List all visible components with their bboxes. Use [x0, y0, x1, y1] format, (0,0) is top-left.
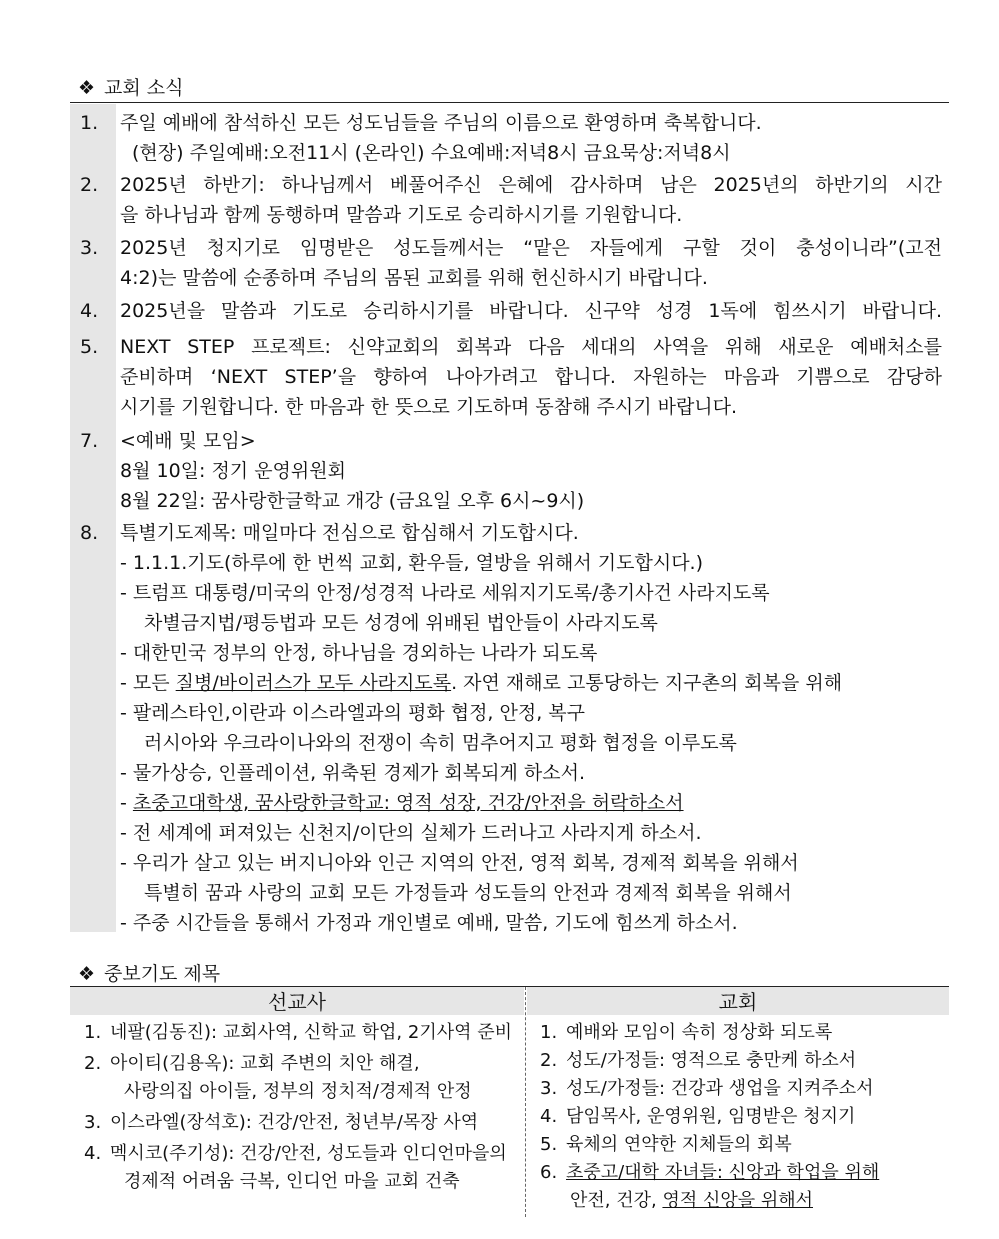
prayer-topic-cont: 러시아와 우크라이나와의 전쟁이 속히 멈추어지고 평화 협정을 이루도록	[144, 732, 737, 754]
church-prayer-number: 5.	[540, 1134, 558, 1155]
church-prayer-number: 3.	[540, 1078, 558, 1099]
diamond-bullet-icon: ❖	[78, 963, 96, 985]
intercession-table	[70, 987, 949, 1217]
news-item-number: 7.	[80, 430, 99, 452]
prayer-topic: - 주중 시간들을 통해서 가정과 개인별로 예배, 말씀, 기도에 힘쓰게 하소서.	[120, 912, 738, 934]
prayer-topic: - 대한민국 정부의 안정, 하나님을 경외하는 나라가 되도록	[120, 642, 598, 664]
church-prayer-item	[540, 1019, 945, 1047]
missionary-item-text: 이스라엘(장석호): 건강/안전, 청년부/목장 사역	[110, 1112, 479, 1133]
news-item-line: 준비하며 ‘NEXT STEP’을 향하여 나아가려고 합니다. 자원하는 마음과 기쁨으로 감당하	[120, 366, 942, 388]
news-item-line: 8월 22일: 꿈사랑한글학교 개강 (금요일 오후 6시~9시)	[120, 490, 585, 512]
church-prayer-item	[540, 1047, 945, 1075]
news-item-line: 주일 예배에 참석하신 모든 성도님들을 주님의 이름으로 환영하며 축복합니다.	[120, 112, 762, 134]
news-item-number: 8.	[80, 522, 99, 544]
church-prayer-underlined: 초중고/대학 자녀들: 신앙과 학업을 위해	[566, 1162, 880, 1183]
news-item-line: 2025년 하반기: 하나님께서 베풀어주신 은혜에 감사하며 남은 2025년의 하반기의 시간	[120, 174, 942, 196]
news-item-line: 시기를 기원합니다. 한 마음과 한 뜻으로 기도하며 동참해 주시기 바랍니다.	[120, 396, 738, 418]
missionary-item-text: 네팔(김동진): 교회사역, 신학교 학업, 2기사역 준비	[110, 1022, 512, 1043]
prayer-topic-underlined: 초중고대학생, 꿈사랑한글학교: 영적 성장, 건강/안전을 허락하소서	[132, 792, 684, 814]
column-divider	[525, 987, 526, 1217]
news-top-rule	[70, 102, 949, 103]
missionary-item-text: 아이티(김용옥): 교회 주변의 치안 해결,	[110, 1053, 420, 1074]
news-item-number: 2.	[80, 174, 99, 196]
missionary-item	[84, 1019, 520, 1047]
church-prayer-number: 4.	[540, 1106, 558, 1127]
missionary-item-text: 경제적 어려움 극복, 인디언 마을 교회 건축	[124, 1171, 460, 1192]
missionary-item-number: 2.	[84, 1053, 102, 1074]
news-item-line: (현장) 주일예배:오전11시 (온라인) 수요예배:저녁8시 금요묵상:저녁8시	[132, 142, 731, 164]
missionary-item-text: 사랑의집 아이들, 정부의 정치적/경제적 안정	[124, 1081, 472, 1102]
news-item-number: 4.	[80, 300, 99, 322]
prayer-topic: - 팔레스타인,이란과 이스라엘과의 평화 협정, 안정, 복구	[120, 702, 586, 724]
prayer-topic: - 1.1.1.기도(하루에 한 번씩 교회, 환우들, 열방을 위해서 기도합시다.)	[120, 552, 703, 574]
church-prayer-underlined: 영적 신앙을 위해서	[662, 1190, 813, 1211]
prayer-topic-cont: 특별히 꿈과 사랑의 교회 모든 가정들과 성도들의 안전과 경제적 회복을 위해서	[144, 882, 792, 904]
news-item-line: 을 하나님과 함께 동행하며 말씀과 기도로 승리하시기를 기원합니다.	[120, 204, 683, 226]
church-prayer-number: 6.	[540, 1162, 558, 1183]
church-prayer-text: 안전, 건강,	[570, 1190, 663, 1211]
church-news-title: 교회 소식	[104, 77, 184, 99]
missionary-list	[84, 1019, 520, 1196]
news-item-line: <예배 및 모임>	[120, 430, 256, 452]
missionary-item-text: 멕시코(주기성): 건강/안전, 성도들과 인디언마을의	[110, 1143, 507, 1164]
prayer-topic: - 우리가 살고 있는 버지니아와 인근 지역의 안전, 영적 회복, 경제적 회복을 위해서	[120, 852, 799, 874]
church-prayer-item	[540, 1159, 945, 1187]
church-prayer-text: 성도/가정들: 영적으로 충만케 하소서	[566, 1050, 857, 1071]
news-item-number: 5.	[80, 336, 99, 358]
prayer-topic: - 물가상승, 인플레이션, 위축된 경제가 회복되게 하소서.	[120, 762, 586, 784]
news-item-number: 3.	[80, 237, 99, 259]
church-prayer-text: 담임목사, 운영위원, 임명받은 청지기	[566, 1106, 856, 1127]
church-prayer-text: 예배와 모임이 속히 정상화 되도록	[566, 1022, 833, 1043]
prayer-topic-students	[120, 788, 942, 818]
prayer-topic-text: -	[120, 792, 133, 814]
intercession-heading	[78, 962, 220, 986]
church-prayer-text: 성도/가정들: 건강과 생업을 지켜주소서	[566, 1078, 874, 1099]
church-prayer-number: 1.	[540, 1022, 558, 1043]
prayer-topic-text: - 모든	[120, 672, 176, 694]
missionary-item	[84, 1140, 520, 1196]
prayer-topic-underlined: 질병/바이러스가 모두 사라지도록	[175, 672, 452, 694]
missionary-item-number: 1.	[84, 1022, 102, 1043]
news-item-line: 2025년 청지기로 임명받은 성도들께서는 “맡은 자들에게 구할 것이 충성이니라”(고전	[120, 237, 942, 259]
missionary-item	[84, 1050, 520, 1106]
missionary-item-number: 4.	[84, 1143, 102, 1164]
prayer-topic: - 트럼프 대통령/미국의 안정/성경적 나라로 세워지기도록/총기사건 사라지도록	[120, 582, 770, 604]
diamond-bullet-icon: ❖	[78, 77, 96, 99]
missionary-item-number: 3.	[84, 1112, 102, 1133]
church-prayer-text: 육체의 연약한 지체들의 회복	[566, 1134, 792, 1155]
news-item-line: NEXT STEP 프로젝트: 신약교회의 회복과 다음 세대의 사역을 위해 새로운 예배처소를	[120, 336, 942, 358]
news-item-line: 8월 10일: 정기 운영위원회	[120, 460, 346, 482]
intercession-title: 중보기도 제목	[104, 963, 221, 985]
prayer-topics-head: 특별기도제목: 매일마다 전심으로 합심해서 기도합시다.	[120, 522, 579, 544]
church-prayer-number: 2.	[540, 1050, 558, 1071]
prayer-topic-text: . 자연 재해로 고통당하는 지구촌의 회복을 위해	[451, 672, 843, 694]
church-prayer-item	[540, 1131, 945, 1159]
prayer-topic-cont: 차별금지법/평등법과 모든 성경에 위배된 법안들이 사라지도록	[144, 612, 658, 634]
missionary-item	[84, 1109, 520, 1137]
news-item-line: 4:2)는 말씀에 순종하며 주님의 몸된 교회를 위해 헌신하시기 바랍니다.	[120, 267, 708, 289]
prayer-topic: - 전 세계에 퍼져있는 신천지/이단의 실체가 드러나고 사라지게 하소서.	[120, 822, 702, 844]
church-header: 교회	[527, 987, 949, 1015]
church-news-heading	[78, 76, 183, 100]
church-prayer-item	[540, 1075, 945, 1103]
missionary-header: 선교사	[70, 987, 524, 1015]
church-prayer-item-cont	[540, 1187, 945, 1215]
news-item-line: 2025년을 말씀과 기도로 승리하시기를 바랍니다. 신구약 성경 1독에 힘쓰시기 바랍니다.	[120, 300, 942, 322]
church-prayer-item	[540, 1103, 945, 1131]
church-prayer-list	[540, 1019, 945, 1215]
news-item-number: 1.	[80, 112, 99, 134]
prayer-topic-health	[120, 668, 942, 698]
